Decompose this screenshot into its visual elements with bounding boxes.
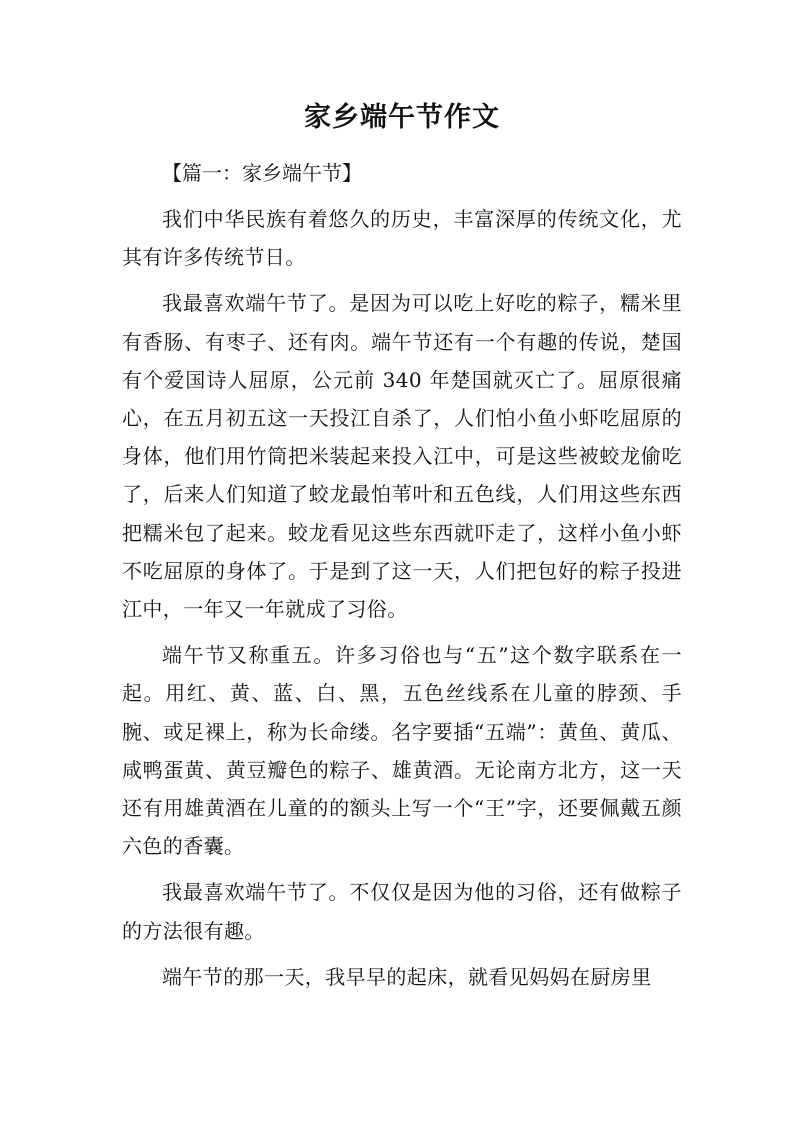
paragraph-5: 端午节的那一天，我早早的起床，就看见妈妈在厨房里 — [162, 964, 652, 989]
section-heading: 【篇一：家乡端午节】 — [162, 161, 362, 185]
document-title: 家乡端午节作文 — [304, 102, 500, 133]
paragraph-4: 我最喜欢端午节了。不仅仅是因为他的习俗，还有做粽子的方法很有趣。 — [122, 880, 682, 943]
paragraph-3: 端午节又称重五。许多习俗也与“五”这个数字联系在一起。用红、黄、蓝、白、黑，五色丝线系在儿童的脖颈、手腕、或足裸上，称为长命缕。名字要插“五端”：黄鱼、黄瓜、咸鸭蛋黄、黄豆瓣色的粽子、雄黄酒。无论南方北方，这一天还有用雄黄酒在儿童的的额头上写一个“王”字，还要佩戴五颜六色的香囊。 — [122, 643, 682, 859]
paragraph-2: 我最喜欢端午节了。是因为可以吃上好吃的粽子，糯米里有香肠、有枣子、还有肉。端午节还有一个有趣的传说，楚国有个爱国诗人屈原，公元前 340 年楚国就灭亡了。屈原很痛心，在五月初五这一天投江自杀了，人们怕小鱼小虾吃屈原的身体，他们用竹筒把米装起来投入江中，可是这些被蛟龙偷吃了，后来人们知道了蛟龙最怕苇叶和五色线，人们用这些东西把糯米包了起来。蛟龙看见这些东西就吓走了，这样小鱼小虾不吃屈原的身体了。于是到了这一天，人们把包好的粽子投进江中，一年又一年就成了习俗。 — [122, 291, 682, 622]
paragraph-1: 我们中华民族有着悠久的历史，丰富深厚的传统文化，尤其有许多传统节日。 — [122, 207, 682, 270]
